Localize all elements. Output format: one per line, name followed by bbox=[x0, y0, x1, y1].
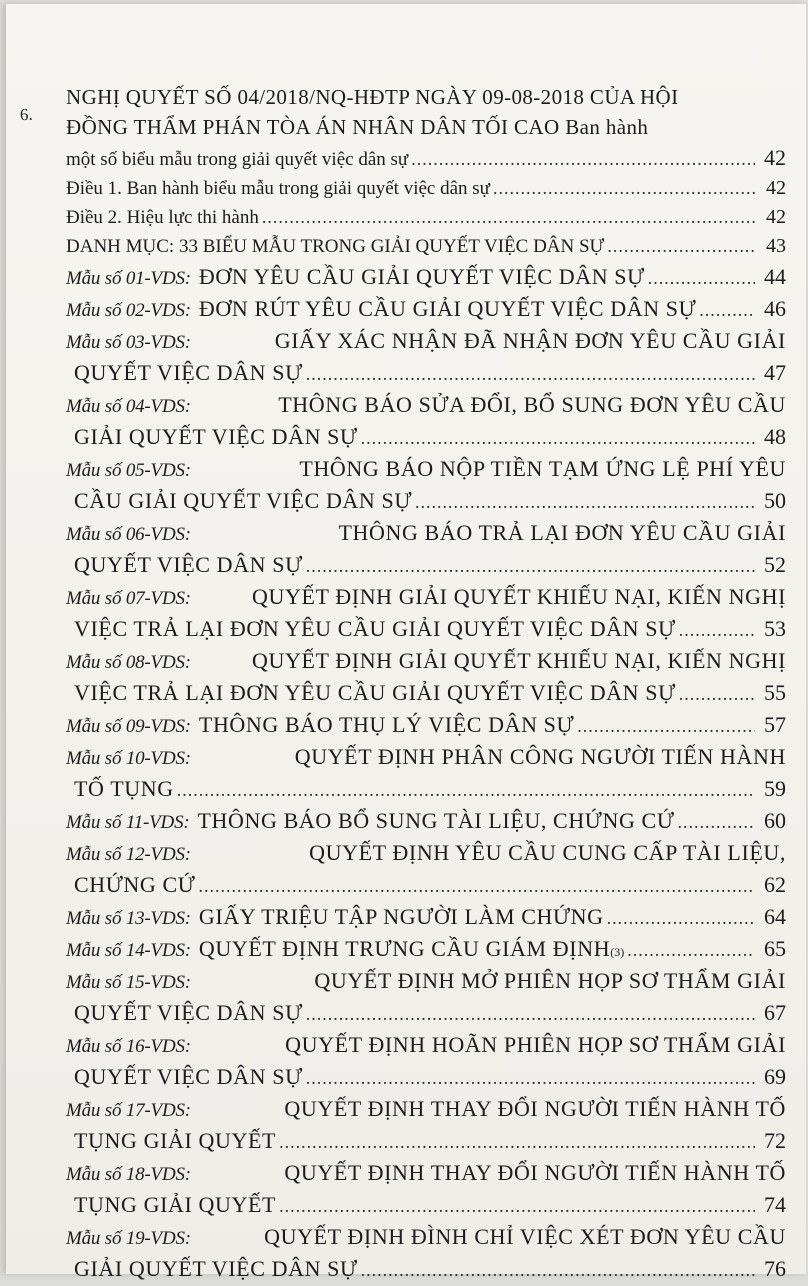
toc-entry-line bbox=[66, 517, 786, 549]
toc-entry-title: THÔNG BÁO BỔ SUNG TÀI LIỆU, CHỨNG CỨ bbox=[197, 808, 675, 833]
dot-leader bbox=[607, 232, 755, 261]
toc-entry-line bbox=[66, 1093, 786, 1125]
toc-entry-continuation bbox=[66, 1253, 786, 1285]
dot-leader bbox=[279, 1126, 755, 1158]
toc-entry-line bbox=[66, 709, 786, 741]
dot-leader bbox=[493, 174, 755, 203]
toc-entry-line bbox=[66, 1029, 786, 1061]
page-number: 57 bbox=[764, 712, 786, 737]
table-of-contents bbox=[66, 82, 786, 1285]
toc-entry bbox=[66, 1029, 786, 1093]
page-number: 42 bbox=[766, 206, 786, 228]
page-number: 48 bbox=[764, 424, 786, 449]
dot-leader bbox=[306, 998, 755, 1030]
toc-entry-continuation bbox=[66, 485, 786, 517]
toc-entry-title: THÔNG BÁO SỬA ĐỔI, BỔ SUNG ĐƠN YÊU CẦU bbox=[278, 392, 786, 417]
intro-line-3-text: một số biểu mẫu trong giải quyết việc dân sự bbox=[66, 149, 409, 170]
toc-entry-line bbox=[66, 645, 786, 677]
toc-entry-title-cont: GIẢI QUYẾT VIỆC DÂN SỰ bbox=[74, 1256, 358, 1281]
form-number-label: Mẫu số 08-VDS: bbox=[66, 652, 191, 673]
toc-entry-title: THÔNG BÁO NỘP TIỀN TẠM ỨNG LỆ PHÍ YÊU bbox=[299, 456, 786, 481]
book-page bbox=[6, 4, 806, 1281]
toc-entry-title-cont: CẦU GIẢI QUYẾT VIỆC DÂN SỰ bbox=[74, 488, 413, 513]
toc-entry-line bbox=[66, 837, 786, 869]
form-number-label: Mẫu số 11-VDS: bbox=[66, 812, 190, 833]
dot-leader bbox=[262, 203, 755, 232]
toc-entry-continuation bbox=[66, 421, 786, 453]
intro-line-2: ĐỒNG THẨM PHÁN TÒA ÁN NHÂN DÂN TỐI CAO Ban hành bbox=[66, 115, 649, 139]
dot-leader bbox=[177, 774, 755, 806]
toc-entry bbox=[66, 325, 786, 389]
page-number: 59 bbox=[764, 776, 786, 801]
form-number-label: Mẫu số 07-VDS: bbox=[66, 588, 191, 609]
toc-entry-title: Điều 1. Ban hành biểu mẫu trong giải quyết việc dân sự bbox=[66, 178, 490, 199]
form-number-label: Mẫu số 17-VDS: bbox=[66, 1100, 191, 1121]
toc-entry-title: QUYẾT ĐỊNH ĐÌNH CHỈ VIỆC XÉT ĐƠN YÊU CẦU bbox=[264, 1224, 786, 1249]
form-number-label: Mẫu số 19-VDS: bbox=[66, 1228, 191, 1249]
form-number-label: Mẫu số 02-VDS: bbox=[66, 300, 191, 321]
dot-leader bbox=[361, 422, 755, 454]
form-number-label: Mẫu số 12-VDS: bbox=[66, 844, 191, 865]
toc-entry-title: QUYẾT ĐỊNH THAY ĐỔI NGƯỜI TIẾN HÀNH TỐ bbox=[284, 1160, 786, 1185]
toc-entry-line bbox=[66, 741, 786, 773]
toc-entry-title-cont: VIỆC TRẢ LẠI ĐƠN YÊU CẦU GIẢI QUYẾT VIỆC DÂN SỰ bbox=[74, 680, 676, 705]
dot-leader bbox=[648, 262, 755, 294]
toc-entry bbox=[66, 933, 786, 965]
toc-entry-continuation bbox=[66, 677, 786, 709]
toc-entry bbox=[66, 453, 786, 517]
dot-leader bbox=[198, 870, 755, 902]
toc-entry bbox=[66, 837, 786, 901]
toc-entry-title: DANH MỤC: 33 BIỂU MẪU TRONG GIẢI QUYẾT VIỆC DÂN SỰ bbox=[66, 236, 605, 257]
page-number: 52 bbox=[764, 552, 786, 577]
toc-entry bbox=[66, 389, 786, 453]
toc-entry bbox=[66, 174, 786, 203]
page-number: 55 bbox=[764, 680, 786, 705]
dot-leader bbox=[411, 143, 755, 175]
toc-entry-title-cont: QUYẾT VIỆC DÂN SỰ bbox=[74, 552, 303, 577]
toc-entry-continuation bbox=[66, 773, 786, 805]
toc-entry-title-cont: VIỆC TRẢ LẠI ĐƠN YÊU CẦU GIẢI QUYẾT VIỆC DÂN SỰ bbox=[74, 616, 676, 641]
toc-entry-title: GIẤY TRIỆU TẬP NGƯỜI LÀM CHỨNG bbox=[198, 904, 604, 929]
toc-entry-line bbox=[66, 174, 786, 203]
form-number-label: Mẫu số 16-VDS: bbox=[66, 1036, 191, 1057]
toc-entry-title: QUYẾT ĐỊNH THAY ĐỔI NGƯỜI TIẾN HÀNH TỐ bbox=[284, 1096, 786, 1121]
form-number-label: Mẫu số 06-VDS: bbox=[66, 524, 191, 545]
form-number-label: Mẫu số 09-VDS: bbox=[66, 716, 191, 737]
form-number-label: Mẫu số 18-VDS: bbox=[66, 1164, 191, 1185]
page-number: 60 bbox=[764, 808, 786, 833]
toc-entry bbox=[66, 741, 786, 805]
toc-entry-title: QUYẾT ĐỊNH MỞ PHIÊN HỌP SƠ THẨM GIẢI bbox=[314, 968, 786, 993]
page-number: 47 bbox=[764, 360, 786, 385]
toc-entry-title: Điều 2. Hiệu lực thi hành bbox=[66, 207, 259, 228]
toc-entry bbox=[66, 709, 786, 741]
toc-entry-title-cont: TỐ TỤNG bbox=[74, 776, 174, 801]
form-number-label: Mẫu số 03-VDS: bbox=[66, 332, 191, 353]
toc-entry-line bbox=[66, 293, 786, 325]
toc-entry-line bbox=[66, 805, 786, 837]
toc-entry-line bbox=[66, 901, 786, 933]
toc-entry-continuation bbox=[66, 549, 786, 581]
form-number-label: Mẫu số 13-VDS: bbox=[66, 908, 191, 929]
dot-leader bbox=[306, 358, 755, 390]
toc-entries bbox=[66, 174, 786, 1285]
page-number: 42 bbox=[766, 177, 786, 199]
page-number: 62 bbox=[764, 872, 786, 897]
page-number: 46 bbox=[764, 296, 786, 321]
intro-line-1: NGHỊ QUYẾT SỐ 04/2018/NQ-HĐTP NGÀY 09-08-2018 CỦA HỘI bbox=[66, 85, 679, 109]
toc-entry bbox=[66, 805, 786, 837]
toc-entry-title: QUYẾT ĐỊNH PHÂN CÔNG NGƯỜI TIẾN HÀNH bbox=[294, 744, 786, 769]
toc-entry-continuation bbox=[66, 357, 786, 389]
page-number: 50 bbox=[764, 488, 786, 513]
toc-entry-line bbox=[66, 203, 786, 232]
dot-leader bbox=[415, 486, 755, 518]
page-number: 43 bbox=[766, 235, 786, 257]
toc-entry bbox=[66, 1093, 786, 1157]
dot-leader bbox=[306, 1062, 755, 1094]
toc-entry-line bbox=[66, 261, 786, 293]
toc-entry bbox=[66, 901, 786, 933]
dot-leader bbox=[699, 294, 755, 326]
toc-entry-title-cont: QUYẾT VIỆC DÂN SỰ bbox=[74, 360, 303, 385]
toc-entry-line bbox=[66, 965, 786, 997]
dot-leader bbox=[679, 678, 755, 710]
toc-entry-line bbox=[66, 389, 786, 421]
page-number: 69 bbox=[764, 1064, 786, 1089]
dot-leader bbox=[279, 1190, 755, 1222]
toc-entry-title-cont: CHỨNG CỨ bbox=[74, 872, 196, 897]
dot-leader bbox=[607, 902, 755, 934]
toc-entry-continuation bbox=[66, 1061, 786, 1093]
page-number: 42 bbox=[764, 145, 786, 170]
toc-entry-title: QUYẾT ĐỊNH GIẢI QUYẾT KHIẾU NẠI, KIẾN NGHỊ bbox=[252, 584, 786, 609]
form-number-label: Mẫu số 15-VDS: bbox=[66, 972, 191, 993]
toc-entry-line bbox=[66, 453, 786, 485]
toc-entry-continuation bbox=[66, 869, 786, 901]
toc-entry-title-cont: TỤNG GIẢI QUYẾT bbox=[74, 1192, 277, 1217]
toc-entry bbox=[66, 1221, 786, 1285]
toc-entry-title: QUYẾT ĐỊNH HOÃN PHIÊN HỌP SƠ THẨM GIẢI bbox=[285, 1032, 786, 1057]
form-number-label: Mẫu số 04-VDS: bbox=[66, 396, 191, 417]
toc-entry-line: Mẫu số 14-VDS: QUYẾT ĐỊNH TRƯNG CẦU GIÁM ĐỊNH (3) ..... 65 bbox=[66, 933, 786, 965]
toc-entry-line bbox=[66, 1157, 786, 1189]
toc-entry-title-cont: QUYẾT VIỆC DÂN SỰ bbox=[74, 1000, 303, 1025]
page-number: 74 bbox=[764, 1192, 786, 1217]
toc-entry-title: THÔNG BÁO TRẢ LẠI ĐƠN YÊU CẦU GIẢI bbox=[338, 520, 786, 545]
form-number-label: Mẫu số 14-VDS: bbox=[66, 940, 191, 961]
toc-entry-continuation bbox=[66, 1189, 786, 1221]
page-number: 64 bbox=[764, 904, 786, 929]
toc-entry-continuation bbox=[66, 613, 786, 645]
section-number: 6. bbox=[19, 104, 34, 125]
dot-leader bbox=[577, 710, 755, 742]
dot-leader bbox=[627, 934, 755, 966]
page-number: 72 bbox=[764, 1128, 786, 1153]
toc-entry bbox=[66, 293, 786, 325]
toc-entry bbox=[66, 232, 786, 261]
page-number: 67 bbox=[764, 1000, 786, 1025]
toc-entry-line bbox=[66, 581, 786, 613]
toc-entry-title: ĐƠN YÊU CẦU GIẢI QUYẾT VIỆC DÂN SỰ bbox=[198, 264, 645, 289]
toc-entry-title: THÔNG BÁO THỤ LÝ VIỆC DÂN SỰ bbox=[198, 712, 575, 737]
dot-leader bbox=[678, 806, 756, 838]
page-number: 53 bbox=[764, 616, 786, 641]
toc-intro-entry bbox=[66, 82, 786, 174]
toc-entry-continuation bbox=[66, 997, 786, 1029]
toc-entry-line bbox=[66, 232, 786, 261]
toc-entry-title-cont: QUYẾT VIỆC DÂN SỰ bbox=[74, 1064, 303, 1089]
page-number: 76 bbox=[764, 1256, 786, 1281]
toc-entry-line bbox=[66, 1221, 786, 1253]
toc-entry bbox=[66, 965, 786, 1029]
toc-entry-title: QUYẾT ĐỊNH TRƯNG CẦU GIÁM ĐỊNH bbox=[198, 936, 611, 961]
toc-entry-title-cont: TỤNG GIẢI QUYẾT bbox=[74, 1128, 277, 1153]
page-number: 65 bbox=[764, 936, 786, 961]
form-number-label: Mẫu số 01-VDS: bbox=[66, 268, 191, 289]
dot-leader bbox=[361, 1254, 755, 1286]
toc-entry-title: ĐƠN RÚT YÊU CẦU GIẢI QUYẾT VIỆC DÂN SỰ bbox=[198, 296, 697, 321]
form-number-label: Mẫu số 10-VDS: bbox=[66, 748, 191, 769]
toc-entry-title: QUYẾT ĐỊNH YÊU CẦU CUNG CẤP TÀI LIỆU, bbox=[309, 840, 786, 865]
toc-entry-title-cont: GIẢI QUYẾT VIỆC DÂN SỰ bbox=[74, 424, 358, 449]
toc-entry bbox=[66, 261, 786, 293]
toc-entry-line bbox=[66, 325, 786, 357]
toc-entry-title: QUYẾT ĐỊNH GIẢI QUYẾT KHIẾU NẠI, KIẾN NGHỊ bbox=[252, 648, 786, 673]
toc-entry bbox=[66, 645, 786, 709]
intro-line-3 bbox=[66, 142, 786, 174]
dot-leader bbox=[306, 550, 755, 582]
toc-entry bbox=[66, 517, 786, 581]
toc-entry bbox=[66, 203, 786, 232]
dot-leader bbox=[679, 614, 755, 646]
page-number: 44 bbox=[764, 264, 786, 289]
toc-entry-title: GIẤY XÁC NHẬN ĐÃ NHẬN ĐƠN YÊU CẦU GIẢI bbox=[274, 328, 786, 353]
toc-entry-continuation bbox=[66, 1125, 786, 1157]
form-number-label: Mẫu số 05-VDS: bbox=[66, 460, 191, 481]
toc-entry bbox=[66, 1157, 786, 1221]
toc-entry bbox=[66, 581, 786, 645]
